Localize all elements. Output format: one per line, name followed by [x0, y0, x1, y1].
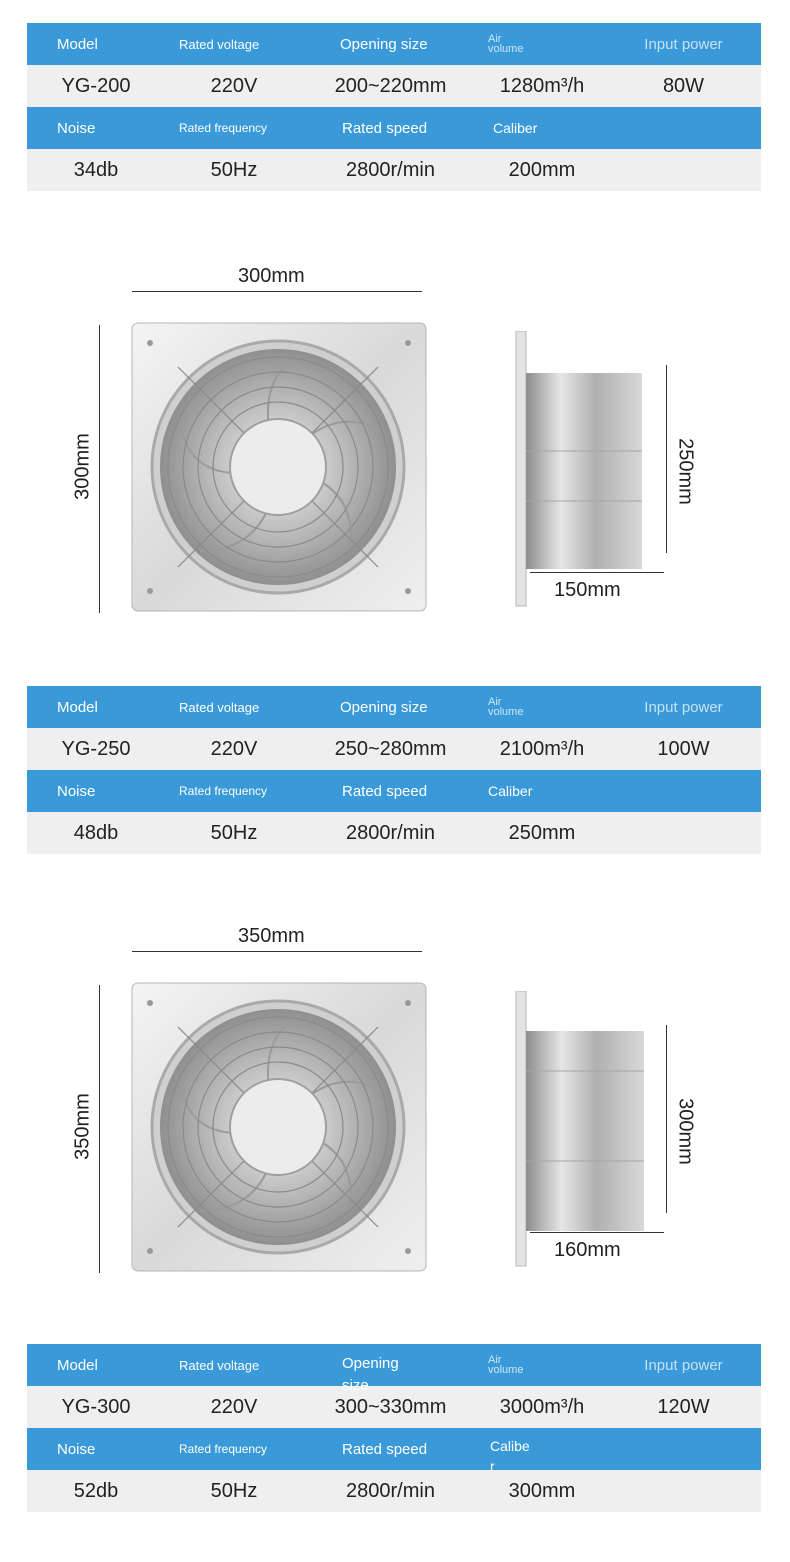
spec-table-yg250 [27, 686, 761, 854]
height-dimension-line [99, 985, 100, 1273]
spec-value-row [27, 1470, 761, 1512]
value-opening-size: 300~330mm [334, 1395, 447, 1418]
value-rated-voltage: 220V [210, 737, 258, 760]
value-rated-voltage: 220V [210, 1395, 258, 1418]
header-rated-voltage: Rated voltage [179, 36, 260, 52]
header-input-power: Input power [644, 1356, 723, 1374]
value-input-power: 80W [662, 74, 705, 97]
value-air-volume: 3000m³/h [499, 1395, 585, 1418]
value-input-power: 120W [657, 1395, 710, 1418]
header-noise: Noise [57, 1440, 96, 1458]
value-model: YG-300 [61, 1395, 131, 1418]
height-dimension-line [99, 325, 100, 613]
header-rated-voltage: Rated voltage [179, 1357, 260, 1373]
value-noise: 34db [73, 158, 119, 181]
value-caliber: 300mm [508, 1479, 576, 1502]
value-rated-speed: 2800r/min [346, 158, 435, 181]
width-label: 350mm [238, 925, 305, 947]
spec-table-yg200 [27, 23, 761, 191]
header-model: Model [57, 1356, 98, 1374]
spec-value-row [27, 65, 761, 107]
fan-side-image [514, 331, 646, 609]
header-opening-size: Opening size [342, 1355, 399, 1394]
header-noise: Noise [57, 782, 96, 800]
height-label: 300mm [71, 433, 94, 500]
spec-value-row [27, 1386, 761, 1428]
depth-dimension-line [530, 572, 664, 573]
height-label: 350mm [71, 1093, 94, 1160]
value-air-volume: 1280m³/h [499, 74, 585, 97]
value-model: YG-250 [61, 737, 131, 760]
value-caliber: 250mm [508, 821, 576, 844]
header-rated-speed: Rated speed [342, 119, 428, 137]
header-air-volume: Air volume [488, 33, 524, 55]
value-air-volume: 2100m³/h [499, 737, 585, 760]
header-caliber: Caliber [493, 120, 538, 136]
value-noise: 52db [73, 1479, 119, 1502]
width-label: 300mm [238, 265, 305, 287]
header-caliber: Calibe r [490, 1438, 530, 1474]
value-model: YG-200 [61, 74, 131, 97]
value-rated-frequency: 50Hz [210, 158, 258, 181]
spec-header-row [27, 23, 761, 65]
spec-table-yg300 [27, 1344, 761, 1512]
header-rated-speed: Rated speed [342, 782, 428, 800]
value-rated-voltage: 220V [210, 74, 258, 97]
depth-label: 150mm [554, 579, 621, 601]
header-model: Model [57, 35, 98, 53]
value-opening-size: 250~280mm [334, 737, 447, 760]
header-rated-frequency: Rated frequency [179, 784, 268, 798]
header-input-power: Input power [644, 698, 723, 716]
value-rated-frequency: 50Hz [210, 1479, 258, 1502]
value-rated-speed: 2800r/min [346, 1479, 435, 1502]
depth-height-label: 250mm [674, 438, 697, 505]
depth-height-dimension-line [666, 1025, 667, 1213]
depth-dimension-line [530, 1232, 664, 1233]
spec-value-row [27, 149, 761, 191]
spec-header-row [27, 1344, 761, 1394]
fan-dimension-figure [0, 255, 790, 635]
width-dimension-line [132, 291, 422, 292]
header-opening-size: Opening size [340, 35, 428, 53]
value-noise: 48db [73, 821, 119, 844]
header-rated-speed: Rated speed [342, 1440, 428, 1458]
depth-height-dimension-line [666, 365, 667, 553]
depth-label: 160mm [554, 1239, 621, 1261]
spec-value-row [27, 812, 761, 854]
header-opening-size: Opening size [340, 698, 428, 716]
spec-header-row [27, 1428, 761, 1474]
header-input-power: Input power [644, 35, 723, 53]
value-opening-size: 200~220mm [334, 74, 447, 97]
header-air-volume: Air volume [488, 1354, 524, 1376]
value-rated-speed: 2800r/min [346, 821, 435, 844]
header-rated-frequency: Rated frequency [179, 1442, 268, 1456]
spec-header-row [27, 770, 761, 812]
fan-dimension-figure [0, 915, 790, 1295]
spec-header-row [27, 686, 761, 728]
header-rated-voltage: Rated voltage [179, 699, 260, 715]
header-rated-frequency: Rated frequency [179, 121, 268, 135]
depth-height-label: 300mm [674, 1098, 697, 1165]
fan-front-image [130, 321, 428, 613]
width-dimension-line [132, 951, 422, 952]
header-noise: Noise [57, 119, 96, 137]
spec-header-row [27, 107, 761, 149]
fan-side-image [514, 991, 646, 1269]
header-model: Model [57, 698, 98, 716]
value-caliber: 200mm [508, 158, 576, 181]
header-air-volume: Air volume [488, 696, 524, 718]
fan-front-image [130, 981, 428, 1273]
spec-value-row [27, 728, 761, 770]
value-rated-frequency: 50Hz [210, 821, 258, 844]
header-caliber: Caliber [488, 783, 533, 799]
value-input-power: 100W [657, 737, 710, 760]
